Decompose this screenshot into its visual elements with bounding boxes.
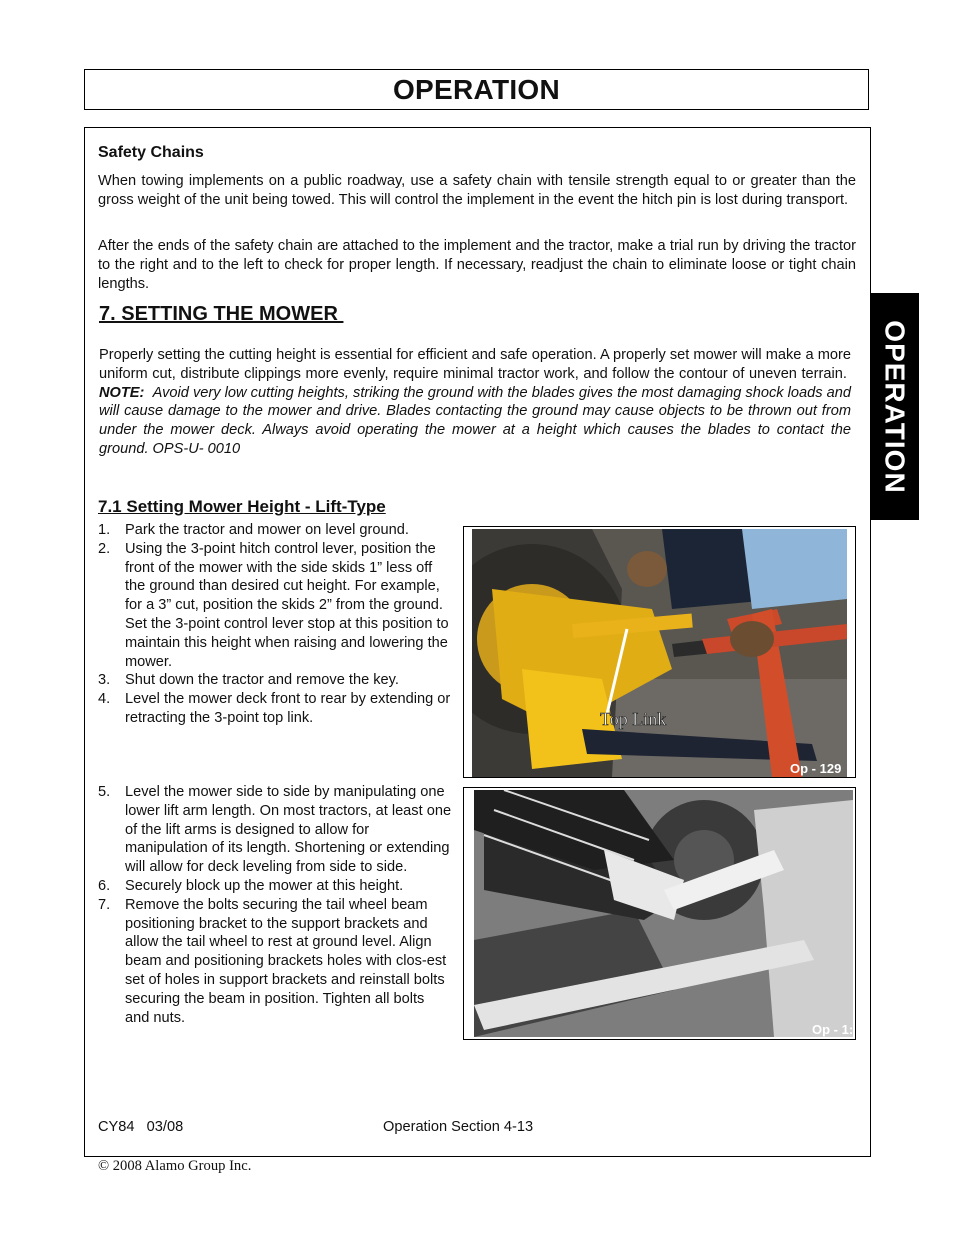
step-text: Using the 3-point hitch control lever, position the front of the mower with the side skids 1” less off the ground than desired cut height. For example, for a 3” cut, position the skids 2” from the ground. Set the 3-point control lever stop at this position to maintain this height when raising and lowering the mower. xyxy=(125,540,449,670)
side-tab-label: OPERATION xyxy=(879,319,911,494)
safety-chains-heading: Safety Chains xyxy=(98,144,204,161)
top-link-callout: Top Link xyxy=(600,709,667,729)
step-text: Level the mower deck front to rear by extending or retracting the 3-point top link. xyxy=(125,691,451,726)
note-label: NOTE: xyxy=(99,384,145,401)
step-text: Shut down the tractor and remove the key. xyxy=(125,672,399,689)
list-item xyxy=(98,690,452,728)
photo1-code: Op - 129 xyxy=(790,761,842,776)
section-intro-paragraph xyxy=(99,346,851,459)
subsection-heading: 7.1 Setting Mower Height - Lift-Type xyxy=(98,497,386,516)
list-item xyxy=(98,896,452,1028)
photo2-code: Op - 1: xyxy=(812,1022,853,1037)
steps-list-first xyxy=(98,521,452,728)
page-header xyxy=(84,69,869,110)
step-number: 1. xyxy=(98,522,111,538)
lift-arm-illustration xyxy=(474,790,853,1037)
step-number: 6. xyxy=(98,877,111,894)
list-item xyxy=(98,783,452,877)
list-item xyxy=(98,671,452,690)
list-item xyxy=(98,877,452,896)
page-title: OPERATION xyxy=(392,73,561,105)
copyright-notice: © 2008 Alamo Group Inc. xyxy=(98,1158,252,1174)
step-number: 7. xyxy=(98,896,111,913)
step-text: Remove the bolts securing the tail wheel beam positioning bracket to the support brackets and allow the tail wheel to rest at ground level. Align beam and positioning brackets holes with clos-est set of holes in support brackets and reinstall bolts securing the beam in position. Tighten all bolts and nuts. xyxy=(125,896,447,1026)
lift-arm-photo xyxy=(463,787,856,1040)
section-heading: 7. SETTING THE MOWER xyxy=(99,303,344,325)
top-link-illustration xyxy=(472,529,847,777)
step-text: Level the mower side to side by manipulating one lower lift arm length. On most tractors, at least one of the lift arms is designed to allow for manipulation of its length. Shortening or extending will allow for deck leveling from side to side. xyxy=(125,784,452,876)
intro-text: Properly setting the cutting height is essential for efficient and safe operation. A properly set mower will make a more uniform cut, distribute clippings more evenly, require minimal tractor work, and follow the contour of uneven terrain. xyxy=(99,347,851,382)
steps-list-second xyxy=(98,783,452,1027)
safety-paragraph-1: When towing implements on a public roadway, use a safety chain with tensile strength equal to or greater than the gross weight of the unit being towed. This will control the implement in the event the hitch pin is lost during transport. xyxy=(98,173,856,208)
safety-paragraph-2: After the ends of the safety chain are attached to the implement and the tractor, make a trial run by driving the tractor to the right and to the left to check for proper length. If necessary, readjust the chain to eliminate loose or tight chain lengths. xyxy=(98,238,856,292)
step-number: 3. xyxy=(98,672,111,689)
note-text: Avoid very low cutting heights, striking the ground with the blades gives the most damaging shock loads and will cause damage to the mower and drive. Blades contacting the ground may cause objects to be thrown out from under the mower deck. Always avoid operating the mower at a height which causes the blades to contact the ground. OPS-U- 0010 xyxy=(99,384,852,457)
list-item xyxy=(98,540,452,672)
section-side-tab xyxy=(870,293,919,520)
step-number: 4. xyxy=(98,691,111,708)
footer-model-date: CY84 03/08 xyxy=(98,1119,184,1135)
footer-page-number: Operation Section 4-13 xyxy=(383,1119,534,1135)
top-link-photo xyxy=(463,526,856,778)
step-number: 2. xyxy=(98,540,111,557)
list-item xyxy=(98,521,452,540)
step-text: Park the tractor and mower on level ground. xyxy=(125,522,409,538)
step-text: Securely block up the mower at this height. xyxy=(125,877,404,894)
step-number: 5. xyxy=(98,784,111,800)
